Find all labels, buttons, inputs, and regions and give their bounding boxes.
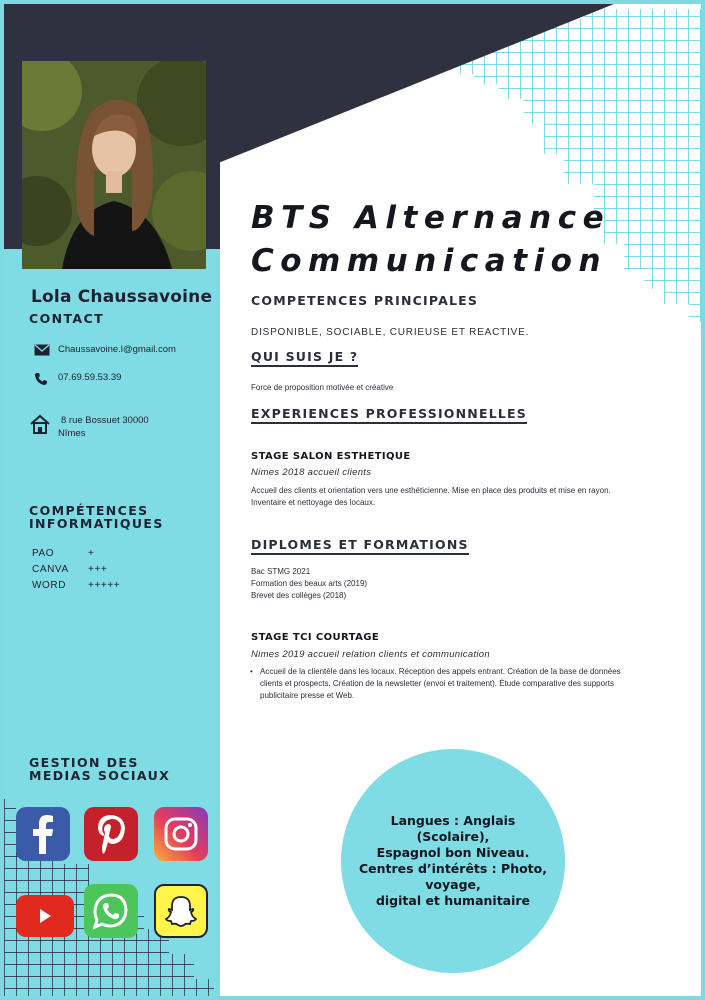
skill-row xyxy=(32,564,120,580)
youtube-icon[interactable] xyxy=(16,895,74,937)
contact-heading: CONTACT xyxy=(29,311,104,326)
circle-line4: digital et humanitaire xyxy=(375,893,531,908)
title-line1: BTS Alternance xyxy=(251,200,611,236)
skills-heading-line2: INFORMATIQUES xyxy=(29,516,164,531)
bullet-icon: • xyxy=(250,667,253,676)
job1-description xyxy=(251,485,611,509)
experience-heading: EXPERIENCES PROFESSIONNELLES xyxy=(251,406,527,424)
phone-icon xyxy=(34,372,50,388)
job2-desc-line2: clients et prospects. Création de la newsletter (envoi et traitement). Étude comparative des supports xyxy=(260,679,614,688)
pinterest-icon[interactable] xyxy=(84,807,138,861)
skills-heading xyxy=(29,504,164,530)
instagram-icon[interactable] xyxy=(154,807,208,861)
circle-line3: Centres d’intérêts : Photo, voyage, xyxy=(358,861,547,892)
diploma-item: Brevet des collèges (2018) xyxy=(251,591,347,600)
facebook-icon[interactable] xyxy=(16,807,70,861)
languages-interests-circle xyxy=(341,749,565,973)
address-row xyxy=(30,414,149,440)
competences-heading: COMPETENCES PRINCIPALES xyxy=(251,293,479,308)
job2-desc-line1: Accueil de la clientèle dans les locaux. Réception des appels entrant. Création de la base de données xyxy=(260,667,621,676)
skill-row xyxy=(32,580,120,596)
skill-level: +++++ xyxy=(88,580,121,591)
email-row[interactable] xyxy=(34,344,176,360)
skill-level: + xyxy=(88,548,95,559)
competences-text: DISPONIBLE, SOCIABLE, CURIEUSE ET REACTIVE. xyxy=(251,327,530,338)
address-line1: 8 rue Bossuet 30000 xyxy=(61,415,149,426)
skill-name: WORD xyxy=(32,580,67,591)
job1-title: STAGE SALON ESTHETIQUE xyxy=(251,451,411,462)
page-title xyxy=(251,197,610,283)
skill-row xyxy=(32,548,120,564)
diploma-item: Formation des beaux arts (2019) xyxy=(251,579,368,588)
diplomas-heading: DIPLOMES ET FORMATIONS xyxy=(251,537,469,555)
phone-row[interactable] xyxy=(34,372,121,388)
social-heading-line2: MEDIAS SOCIAUX xyxy=(29,768,171,783)
title-line2: Communication xyxy=(251,243,608,279)
social-heading xyxy=(29,756,170,782)
whatsapp-icon[interactable] xyxy=(84,884,138,938)
job1-subtitle: Nimes 2018 accueil clients xyxy=(251,467,372,478)
skills-list xyxy=(32,548,120,596)
phone-text: 07.69.59.53.39 xyxy=(58,372,122,383)
job2-subtitle: Nimes 2019 accueil relation clients et communication xyxy=(251,649,490,660)
person-name: Lola Chaussavoine xyxy=(31,287,213,307)
job1-desc-line1: Accueil des clients et orientation vers une esthéticienne. Mise en place des produits et mise en rayon. xyxy=(251,486,611,495)
job1-desc-line2: Inventaire et nettoyage des locaux. xyxy=(251,498,376,507)
envelope-icon xyxy=(34,344,50,360)
skill-name: CANVA xyxy=(32,564,69,575)
profile-photo xyxy=(22,61,206,269)
about-text: Force de proposition motivée et créative xyxy=(251,383,394,392)
address-line2: Nîmes xyxy=(58,428,86,439)
diplomas-list xyxy=(251,566,367,602)
snapchat-icon[interactable] xyxy=(154,884,208,938)
job2-title: STAGE TCI COURTAGE xyxy=(251,632,380,643)
social-heading-line1: GESTION DES xyxy=(29,755,139,770)
job2-desc-line3: publicitaire presse et Web. xyxy=(260,691,355,700)
email-text: Chaussavoine.l@gmail.com xyxy=(58,344,176,355)
skill-level: +++ xyxy=(88,564,108,575)
circle-line1: Langues : Anglais (Scolaire), xyxy=(390,813,516,844)
circle-line2: Espagnol bon Niveau. xyxy=(376,845,530,860)
home-icon xyxy=(30,414,50,434)
job2-description xyxy=(250,666,621,702)
about-heading: QUI SUIS JE ? xyxy=(251,349,358,367)
skill-name: PAO xyxy=(32,548,55,559)
diploma-item: Bac STMG 2021 xyxy=(251,567,311,576)
skills-heading-line1: COMPÉTENCES xyxy=(29,503,149,518)
